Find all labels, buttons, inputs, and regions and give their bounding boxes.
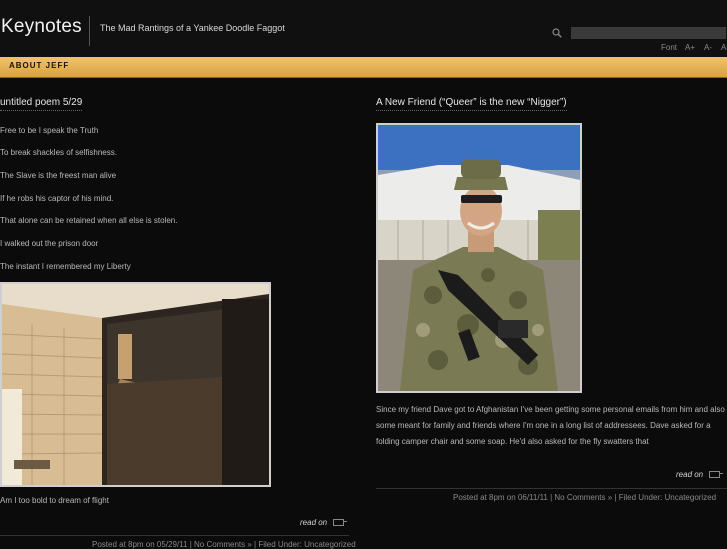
poem-line: The instant I remembered my Liberty [0,262,131,271]
soldier-portrait-photo[interactable] [376,123,582,393]
font-reset-button[interactable]: A [721,43,727,52]
search-input[interactable] [571,27,726,39]
post-divider [376,488,727,489]
read-on-label: read on [300,518,328,527]
font-decrease-button[interactable]: A- [704,43,712,52]
post-meta: Posted at 8pm on 05/29/11 | No Comments » | Filed Under: Uncategorized [92,540,356,549]
poem-line: Free to be I speak the Truth [0,126,99,135]
nav-item-about-jeff[interactable]: ABOUT JEFF [9,61,70,70]
bunker-doorway-photo[interactable] [0,282,271,487]
site-title[interactable]: Keynotes [1,16,82,37]
site-tagline: The Mad Rantings of a Yankee Doodle Faggot [100,23,285,33]
read-on-link[interactable] [300,518,344,527]
poem-line: I walked out the prison door [0,239,99,248]
post-closing-line: Am I too bold to dream of flight [0,496,109,505]
title-divider [89,16,90,46]
nav-bar [0,57,727,78]
post-divider [0,535,349,536]
read-on-link[interactable] [676,470,720,479]
poem-line: To break shackles of selfishness. [0,148,117,157]
read-on-label: read on [676,470,704,479]
arrow-right-icon [709,471,720,478]
poem-line: That alone can be retained when all else is stolen. [0,216,178,225]
post-title-untitled-poem[interactable]: untitled poem 5/29 [0,97,82,111]
poem-line: If he robs his captor of his mind. [0,194,114,203]
arrow-right-icon [333,519,344,526]
post-meta: Posted at 8pm on 06/11/11 | No Comments » | Filed Under: Uncategorized [453,493,717,502]
site-header [0,0,727,57]
post-title-a-new-friend[interactable]: A New Friend (“Queer” is the new “Nigger”) [376,97,567,111]
search-icon[interactable] [552,28,562,38]
poem-line: The Slave is the freest man alive [0,171,117,180]
font-size-label: Font [661,43,678,52]
font-increase-button[interactable]: A+ [685,43,696,52]
post-excerpt: Since my friend Dave got to Afghanistan I've been getting some personal emails from him and also some meant for family and friends where I'm one in a long list of addressees. Dave asked for a folding camper chair and some soap. He'd also asked for the fly swatters that [376,405,725,446]
